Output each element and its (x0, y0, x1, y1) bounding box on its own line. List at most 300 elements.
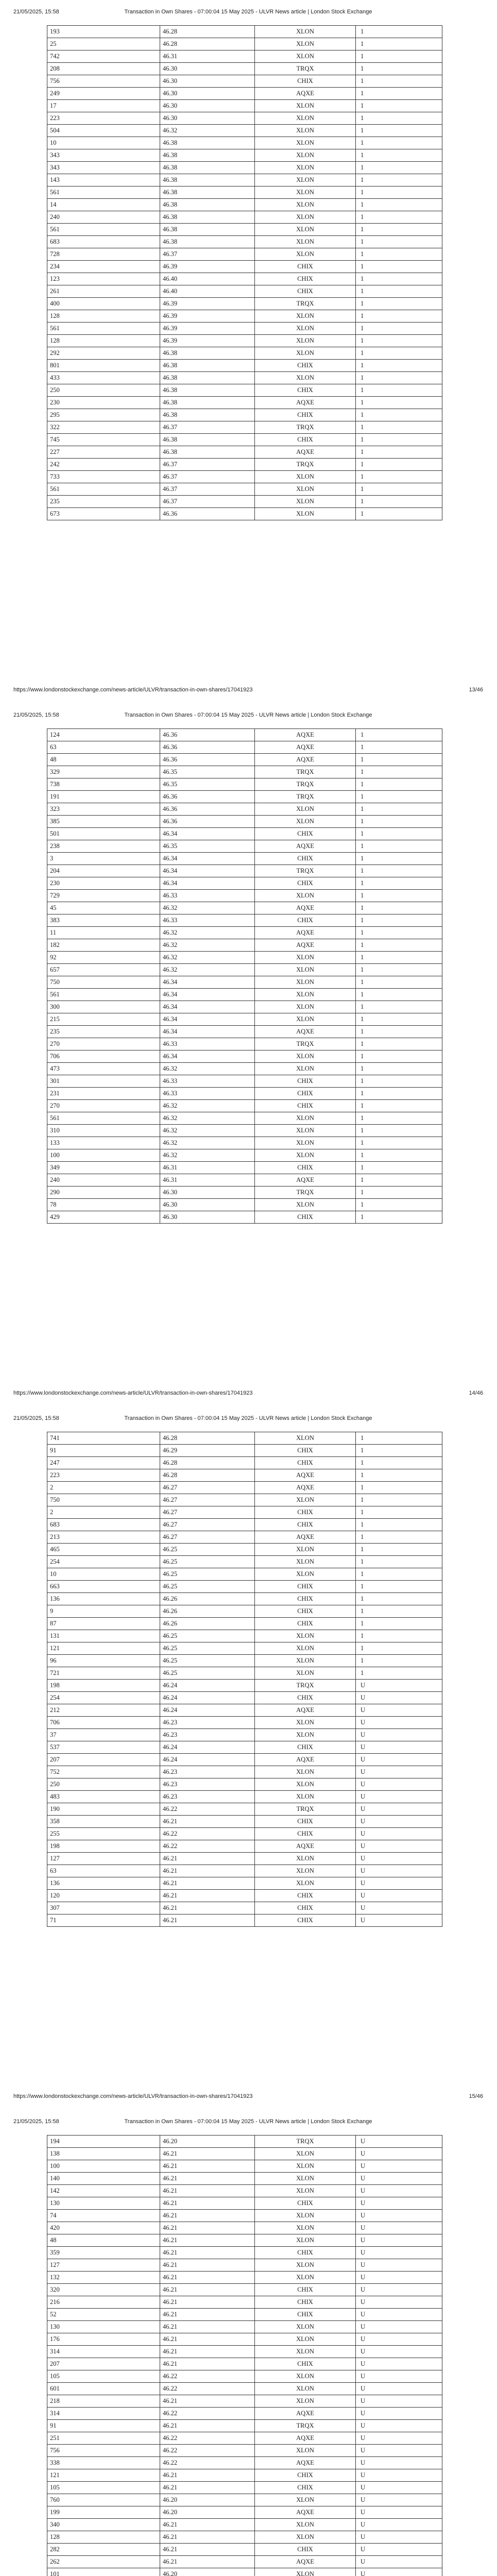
volume-cell: 501 (47, 828, 160, 840)
time-cell: U (356, 1791, 442, 1803)
venue-cell: XLON (255, 2173, 356, 2185)
price-cell: 46.39 (160, 310, 255, 323)
time-cell: 1 (356, 149, 442, 162)
time-cell: 1 (356, 939, 442, 952)
time-cell: U (356, 2383, 442, 2395)
venue-cell: XLON (255, 2519, 356, 2531)
time-cell: 1 (356, 38, 442, 50)
table-row (47, 2333, 442, 2346)
table-row (47, 88, 442, 100)
table-row (47, 2234, 442, 2247)
venue-cell: XLON (255, 2259, 356, 2272)
venue-cell: CHIX (255, 2284, 356, 2296)
volume-cell: 250 (47, 1778, 160, 1791)
volume-cell: 230 (47, 877, 160, 890)
volume-cell: 235 (47, 496, 160, 508)
time-cell: 1 (356, 1013, 442, 1026)
venue-cell: CHIX (255, 1816, 356, 1828)
table-row (47, 1211, 442, 1224)
price-cell: 46.28 (160, 1469, 255, 1482)
price-cell: 46.35 (160, 778, 255, 791)
venue-cell: XLON (255, 471, 356, 483)
volume-cell: 750 (47, 976, 160, 989)
venue-cell: XLON (255, 1791, 356, 1803)
venue-cell: AQXE (255, 1174, 356, 1187)
price-cell: 46.38 (160, 434, 255, 446)
volume-cell: 96 (47, 1655, 160, 1667)
volume-cell: 231 (47, 1088, 160, 1100)
venue-cell: XLON (255, 1494, 356, 1506)
volume-cell: 9 (47, 1605, 160, 1618)
time-cell: 1 (356, 840, 442, 853)
time-cell: U (356, 1680, 442, 1692)
volume-cell: 745 (47, 434, 160, 446)
venue-cell: CHIX (255, 2197, 356, 2210)
volume-cell: 10 (47, 137, 160, 149)
volume-cell: 100 (47, 1149, 160, 1162)
time-cell: U (356, 1704, 442, 1717)
print-date: 21/05/2025, 15:58 (13, 9, 59, 15)
time-cell: 1 (356, 865, 442, 877)
price-cell: 46.27 (160, 1494, 255, 1506)
price-cell: 46.27 (160, 1519, 255, 1531)
venue-cell: AQXE (255, 1531, 356, 1544)
venue-cell: CHIX (255, 1741, 356, 1754)
price-cell: 46.29 (160, 1445, 255, 1457)
table-row (47, 877, 442, 890)
venue-cell: XLON (255, 952, 356, 964)
volume-cell: 760 (47, 2494, 160, 2506)
table-row (47, 2296, 442, 2309)
table-row (47, 323, 442, 335)
venue-cell: XLON (255, 2210, 356, 2222)
price-cell: 46.37 (160, 483, 255, 496)
time-cell: 1 (356, 162, 442, 174)
print-footer (13, 687, 483, 695)
time-cell: 1 (356, 1199, 442, 1211)
volume-cell: 194 (47, 2136, 160, 2148)
table-row (47, 1853, 442, 1865)
volume-cell: 663 (47, 1581, 160, 1593)
time-cell: 1 (356, 989, 442, 1001)
volume-cell: 25 (47, 38, 160, 50)
volume-cell: 322 (47, 421, 160, 434)
price-cell: 46.33 (160, 1038, 255, 1050)
time-cell: U (356, 1853, 442, 1865)
volume-cell: 130 (47, 2321, 160, 2333)
table-row (47, 1778, 442, 1791)
price-cell: 46.32 (160, 952, 255, 964)
volume-cell: 249 (47, 88, 160, 100)
volume-cell: 247 (47, 1457, 160, 1469)
table-row (47, 1877, 442, 1890)
time-cell: 1 (356, 75, 442, 88)
table-row (47, 1680, 442, 1692)
price-cell: 46.21 (160, 2482, 255, 2494)
volume-cell: 191 (47, 791, 160, 803)
table-row (47, 2432, 442, 2445)
venue-cell: CHIX (255, 1902, 356, 1914)
venue-cell: AQXE (255, 2408, 356, 2420)
venue-cell: XLON (255, 1655, 356, 1667)
time-cell: U (356, 2197, 442, 2210)
price-cell: 46.24 (160, 1741, 255, 1754)
venue-cell: CHIX (255, 1890, 356, 1902)
time-cell: 1 (356, 63, 442, 75)
volume-cell: 227 (47, 446, 160, 459)
print-title: Transaction in Own Shares - 07:00:04 15 May 2025 - ULVR News article | London Stock Exchange (124, 9, 372, 15)
volume-cell: 143 (47, 174, 160, 187)
time-cell: U (356, 2173, 442, 2185)
price-cell: 46.28 (160, 1432, 255, 1445)
table-row (47, 828, 442, 840)
table-row (47, 1063, 442, 1075)
time-cell: U (356, 1741, 442, 1754)
print-date: 21/05/2025, 15:58 (13, 1415, 59, 1421)
venue-cell: XLON (255, 1432, 356, 1445)
table-row (47, 26, 442, 38)
volume-cell: 561 (47, 1112, 160, 1125)
time-cell: 1 (356, 853, 442, 865)
price-cell: 46.34 (160, 976, 255, 989)
venue-cell: AQXE (255, 1840, 356, 1853)
venue-cell: XLON (255, 310, 356, 323)
venue-cell: XLON (255, 1630, 356, 1642)
pdf-page (0, 0, 497, 703)
price-cell: 46.27 (160, 1531, 255, 1544)
table-row (47, 902, 442, 914)
volume-cell: 706 (47, 1050, 160, 1063)
time-cell: 1 (356, 187, 442, 199)
volume-cell: 207 (47, 2358, 160, 2370)
venue-cell: XLON (255, 1766, 356, 1778)
table-row (47, 483, 442, 496)
time-cell: U (356, 2346, 442, 2358)
table-row (47, 112, 442, 125)
price-cell: 46.37 (160, 471, 255, 483)
print-header (13, 712, 483, 720)
venue-cell: XLON (255, 989, 356, 1001)
venue-cell: CHIX (255, 2544, 356, 2556)
volume-cell: 100 (47, 2160, 160, 2173)
venue-cell: CHIX (255, 1692, 356, 1704)
time-cell: 1 (356, 1026, 442, 1038)
volume-cell: 127 (47, 1853, 160, 1865)
table-row (47, 989, 442, 1001)
time-cell: 1 (356, 766, 442, 778)
table-row (47, 2469, 442, 2482)
venue-cell: XLON (255, 496, 356, 508)
table-row (47, 1100, 442, 1112)
table-row (47, 224, 442, 236)
venue-cell: XLON (255, 1199, 356, 1211)
table-row (47, 75, 442, 88)
table-row (47, 1840, 442, 1853)
volume-cell: 683 (47, 236, 160, 248)
time-cell: 1 (356, 421, 442, 434)
table-row (47, 137, 442, 149)
table-row (47, 1038, 442, 1050)
table-row (47, 1642, 442, 1655)
venue-cell: CHIX (255, 384, 356, 397)
venue-cell: XLON (255, 1137, 356, 1149)
table-row (47, 865, 442, 877)
table-row (47, 1050, 442, 1063)
volume-cell: 242 (47, 459, 160, 471)
time-cell: U (356, 2531, 442, 2544)
price-cell: 46.37 (160, 248, 255, 261)
price-cell: 46.38 (160, 360, 255, 372)
price-cell: 46.21 (160, 2234, 255, 2247)
table-row (47, 914, 442, 927)
price-cell: 46.21 (160, 2469, 255, 2482)
venue-cell: TRQX (255, 63, 356, 75)
time-cell: 1 (356, 976, 442, 989)
table-row (47, 1112, 442, 1125)
venue-cell: CHIX (255, 1828, 356, 1840)
venue-cell: XLON (255, 248, 356, 261)
table-row (47, 2519, 442, 2531)
print-title: Transaction in Own Shares - 07:00:04 15 May 2025 - ULVR News article | London Stock Exchange (124, 712, 372, 718)
venue-cell: CHIX (255, 828, 356, 840)
time-cell: U (356, 2148, 442, 2160)
time-cell: 1 (356, 496, 442, 508)
table-row (47, 741, 442, 754)
volume-cell: 706 (47, 1717, 160, 1729)
price-cell: 46.38 (160, 162, 255, 174)
venue-cell: CHIX (255, 1914, 356, 1927)
price-cell: 46.23 (160, 1778, 255, 1791)
transactions-table (47, 1432, 442, 1927)
venue-cell: CHIX (255, 1100, 356, 1112)
price-cell: 46.25 (160, 1667, 255, 1680)
volume-cell: 254 (47, 1692, 160, 1704)
venue-cell: XLON (255, 162, 356, 174)
price-cell: 46.21 (160, 2358, 255, 2370)
price-cell: 46.21 (160, 1890, 255, 1902)
price-cell: 46.21 (160, 1865, 255, 1877)
table-row (47, 2370, 442, 2383)
time-cell: U (356, 2395, 442, 2408)
venue-cell: XLON (255, 149, 356, 162)
venue-cell: XLON (255, 137, 356, 149)
table-row (47, 1618, 442, 1630)
volume-cell: 11 (47, 927, 160, 939)
volume-cell: 465 (47, 1544, 160, 1556)
price-cell: 46.35 (160, 766, 255, 778)
price-cell: 46.21 (160, 2197, 255, 2210)
volume-cell: 208 (47, 63, 160, 75)
volume-cell: 124 (47, 729, 160, 741)
volume-cell: 314 (47, 2346, 160, 2358)
venue-cell: XLON (255, 199, 356, 211)
volume-cell: 101 (47, 2568, 160, 2576)
volume-cell: 270 (47, 1038, 160, 1050)
table-row (47, 236, 442, 248)
time-cell: 1 (356, 1149, 442, 1162)
time-cell: U (356, 2272, 442, 2284)
volume-cell: 320 (47, 2284, 160, 2296)
volume-cell: 212 (47, 1704, 160, 1717)
venue-cell: XLON (255, 1125, 356, 1137)
table-row (47, 1445, 442, 1457)
venue-cell: CHIX (255, 853, 356, 865)
price-cell: 46.25 (160, 1581, 255, 1593)
price-cell: 46.21 (160, 2272, 255, 2284)
price-cell: 46.39 (160, 298, 255, 310)
time-cell: 1 (356, 927, 442, 939)
time-cell: U (356, 2494, 442, 2506)
volume-cell: 78 (47, 1199, 160, 1211)
table-row (47, 2148, 442, 2160)
volume-cell: 358 (47, 1816, 160, 1828)
venue-cell: CHIX (255, 1075, 356, 1088)
table-row (47, 890, 442, 902)
time-cell: 1 (356, 1618, 442, 1630)
time-cell: 1 (356, 1050, 442, 1063)
price-cell: 46.25 (160, 1568, 255, 1581)
volume-cell: 121 (47, 2469, 160, 2482)
table-row (47, 2185, 442, 2197)
time-cell: 1 (356, 310, 442, 323)
volume-cell: 385 (47, 816, 160, 828)
time-cell: U (356, 2185, 442, 2197)
venue-cell: XLON (255, 483, 356, 496)
table-row (47, 310, 442, 323)
price-cell: 46.32 (160, 1100, 255, 1112)
table-row (47, 840, 442, 853)
time-cell: U (356, 2247, 442, 2259)
table-row (47, 1902, 442, 1914)
volume-cell: 204 (47, 865, 160, 877)
venue-cell: CHIX (255, 1162, 356, 1174)
venue-cell: TRQX (255, 865, 356, 877)
table-row (47, 1914, 442, 1927)
price-cell: 46.34 (160, 828, 255, 840)
table-row (47, 1506, 442, 1519)
volume-cell: 132 (47, 2272, 160, 2284)
venue-cell: XLON (255, 1001, 356, 1013)
volume-cell: 728 (47, 248, 160, 261)
volume-cell: 756 (47, 75, 160, 88)
volume-cell: 105 (47, 2370, 160, 2383)
time-cell: 1 (356, 1162, 442, 1174)
table-row (47, 285, 442, 298)
price-cell: 46.21 (160, 2333, 255, 2346)
volume-cell: 87 (47, 1618, 160, 1630)
volume-cell: 105 (47, 2482, 160, 2494)
venue-cell: AQXE (255, 397, 356, 409)
price-cell: 46.38 (160, 409, 255, 421)
venue-cell: TRQX (255, 1803, 356, 1816)
table-row (47, 2173, 442, 2185)
time-cell: U (356, 2321, 442, 2333)
price-cell: 46.32 (160, 125, 255, 137)
table-row (47, 1828, 442, 1840)
volume-cell: 683 (47, 1519, 160, 1531)
price-cell: 46.36 (160, 816, 255, 828)
venue-cell: XLON (255, 38, 356, 50)
venue-cell: CHIX (255, 2358, 356, 2370)
venue-cell: TRQX (255, 1187, 356, 1199)
price-cell: 46.33 (160, 890, 255, 902)
time-cell: U (356, 2506, 442, 2519)
venue-cell: CHIX (255, 75, 356, 88)
venue-cell: TRQX (255, 2136, 356, 2148)
table-row (47, 2383, 442, 2395)
price-cell: 46.33 (160, 1088, 255, 1100)
price-cell: 46.32 (160, 1149, 255, 1162)
time-cell: 1 (356, 224, 442, 236)
venue-cell: XLON (255, 187, 356, 199)
price-cell: 46.25 (160, 1642, 255, 1655)
time-cell: 1 (356, 1519, 442, 1531)
volume-cell: 216 (47, 2296, 160, 2309)
venue-cell: AQXE (255, 446, 356, 459)
time-cell: U (356, 2234, 442, 2247)
venue-cell: XLON (255, 1865, 356, 1877)
time-cell: U (356, 2210, 442, 2222)
table-row (47, 2160, 442, 2173)
table-row (47, 1556, 442, 1568)
volume-cell: 349 (47, 1162, 160, 1174)
venue-cell: XLON (255, 2321, 356, 2333)
pdf-page (0, 703, 497, 1406)
table-row (47, 2346, 442, 2358)
volume-cell: 14 (47, 199, 160, 211)
price-cell: 46.22 (160, 1828, 255, 1840)
price-cell: 46.21 (160, 2185, 255, 2197)
venue-cell: TRQX (255, 421, 356, 434)
volume-cell: 301 (47, 1075, 160, 1088)
volume-cell: 262 (47, 2556, 160, 2568)
time-cell: 1 (356, 1482, 442, 1494)
price-cell: 46.38 (160, 397, 255, 409)
volume-cell: 738 (47, 778, 160, 791)
price-cell: 46.21 (160, 1877, 255, 1890)
price-cell: 46.38 (160, 149, 255, 162)
table-row (47, 496, 442, 508)
venue-cell: TRQX (255, 1680, 356, 1692)
price-cell: 46.34 (160, 853, 255, 865)
volume-cell: 218 (47, 2395, 160, 2408)
volume-cell: 128 (47, 310, 160, 323)
volume-cell: 127 (47, 2259, 160, 2272)
table-row (47, 1001, 442, 1013)
volume-cell: 433 (47, 372, 160, 384)
time-cell: 1 (356, 791, 442, 803)
venue-cell: XLON (255, 236, 356, 248)
table-row (47, 149, 442, 162)
venue-cell: AQXE (255, 2457, 356, 2469)
time-cell: 1 (356, 1445, 442, 1457)
time-cell: 1 (356, 1531, 442, 1544)
venue-cell: TRQX (255, 766, 356, 778)
volume-cell: 733 (47, 471, 160, 483)
time-cell: 1 (356, 335, 442, 347)
price-cell: 46.27 (160, 1506, 255, 1519)
table-row (47, 2556, 442, 2568)
venue-cell: AQXE (255, 1469, 356, 1482)
price-cell: 46.26 (160, 1605, 255, 1618)
venue-cell: CHIX (255, 2247, 356, 2259)
venue-cell: XLON (255, 112, 356, 125)
time-cell: U (356, 1890, 442, 1902)
table-row (47, 1162, 442, 1174)
table-row (47, 1149, 442, 1162)
table-row (47, 360, 442, 372)
time-cell: 1 (356, 483, 442, 496)
